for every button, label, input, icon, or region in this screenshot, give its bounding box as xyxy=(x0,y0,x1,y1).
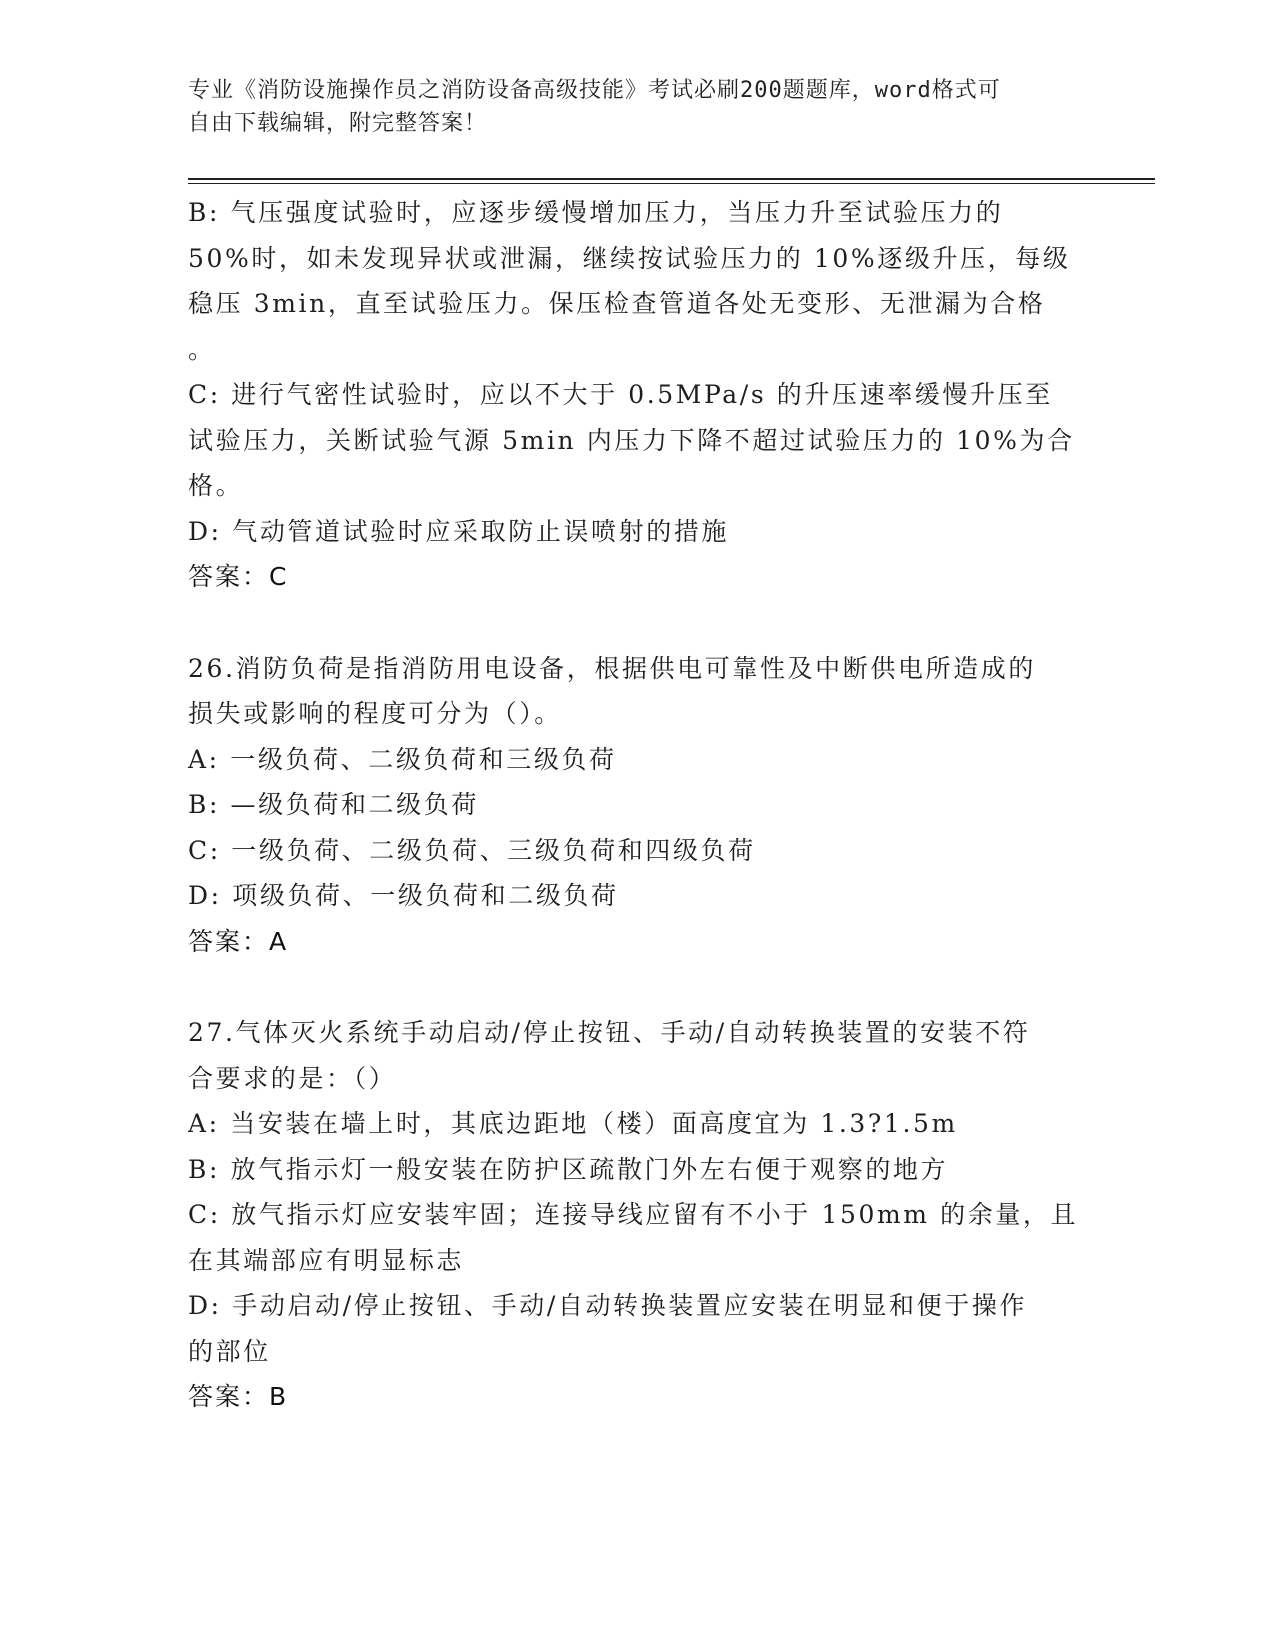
q25-option-c-line-3: 格。 xyxy=(188,471,244,500)
q27-option-c-line-1: C: 放气指示灯应安装牢固；连接导线应留有不小于 150mm 的余量，且 xyxy=(188,1200,1079,1229)
q27-answer: 答案：B xyxy=(188,1382,289,1411)
question-25-continued xyxy=(188,190,1088,600)
q25-option-d: D: 气动管道试验时应采取防止误喷射的措施 xyxy=(188,516,730,546)
header-divider-thick xyxy=(188,178,1155,180)
q27-stem-line-1: 27.气体灭火系统手动启动/停止按钮、手动/自动转换装置的安装不符 xyxy=(188,1018,1031,1047)
q26-option-c: C: 一级负荷、二级负荷、三级负荷和四级负荷 xyxy=(188,835,756,865)
q25-option-b-line-4: 。 xyxy=(188,334,216,364)
q26-option-b: B: —级负荷和二级负荷 xyxy=(188,790,479,819)
q27-option-a: A: 当安装在墙上时，其底边距地（楼）面高度宜为 1.3?1.5m xyxy=(188,1109,958,1138)
q27-stem-line-2: 合要求的是：（） xyxy=(188,1063,397,1093)
header-divider-thin xyxy=(188,183,1155,184)
q26-option-a: A: 一级负荷、二级负荷和三级负荷 xyxy=(188,744,617,774)
q27-option-c-line-2: 在其端部应有明显标志 xyxy=(188,1245,465,1275)
q25-option-c-line-1: C: 进行气密性试验时，应以不大于 0.5MPa/s 的升压速率缓慢升压至 xyxy=(188,380,1053,409)
q25-option-c-line-2: 试验压力，关断试验气源 5min 内压力下降不超过试验压力的 10%为合 xyxy=(188,425,1075,455)
q25-answer: 答案：C xyxy=(188,562,289,591)
header-line-1: 专业《消防设施操作员之消防设备高级技能》考试必刷200题题库，word格式可 xyxy=(188,78,1001,103)
q27-option-d-line-1: D: 手动启动/停止按钮、手动/自动转换装置应安装在明显和便于操作 xyxy=(188,1291,1028,1320)
q25-option-b-line-2: 50%时，如未发现异状或泄漏，继续按试验压力的 10%逐级升压，每级 xyxy=(188,243,1071,273)
question-content xyxy=(188,190,1088,1466)
page-header xyxy=(188,74,1088,140)
q27-option-d-line-2: 的部位 xyxy=(188,1336,271,1366)
question-27 xyxy=(188,1010,1088,1420)
question-26 xyxy=(188,646,1088,965)
q26-stem-line-2: 损失或影响的程度可分为（）。 xyxy=(188,699,562,728)
q25-option-b-line-3: 稳压 3min，直至试验压力。保压检查管道各处无变形、无泄漏为合格 xyxy=(188,289,1046,318)
q26-answer: 答案：A xyxy=(188,926,289,956)
q27-option-b: B: 放气指示灯一般安装在防护区疏散门外左右便于观察的地方 xyxy=(188,1154,949,1184)
q26-stem-line-1: 26.消防负荷是指消防用电设备，根据供电可靠性及中断供电所造成的 xyxy=(188,653,1036,683)
q25-option-b-line-1: B: 气压强度试验时，应逐步缓慢增加压力，当压力升至试验压力的 xyxy=(188,198,1004,227)
header-line-2: 自由下载编辑，附完整答案！ xyxy=(188,111,488,136)
q26-option-d: D: 项级负荷、一级负荷和二级负荷 xyxy=(188,881,619,910)
